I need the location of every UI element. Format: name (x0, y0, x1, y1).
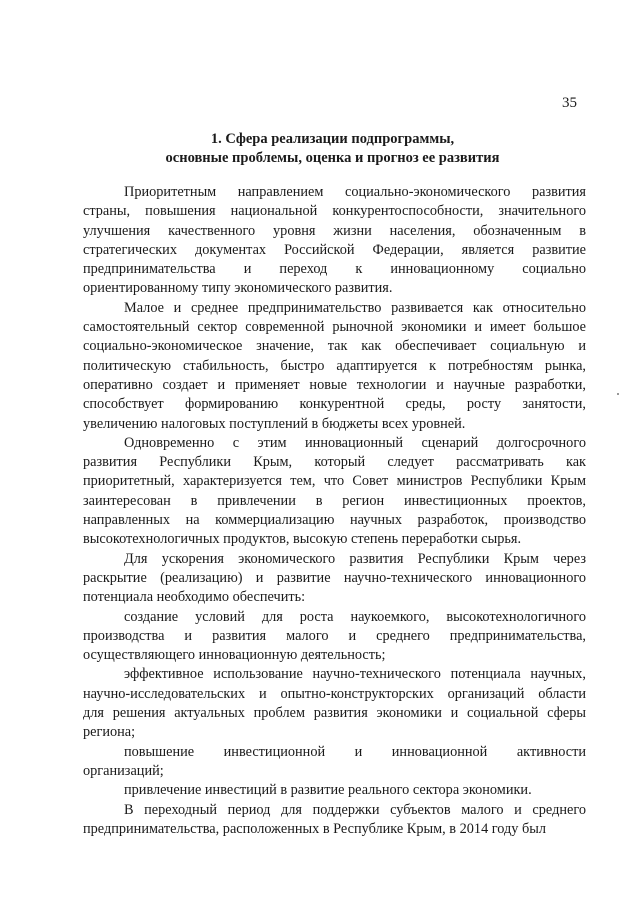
paragraph (83, 608, 586, 666)
section-heading-line-1: 1. Сфера реализации подпрограммы, (210, 131, 455, 147)
paragraph-line: политическую стабильность, быстро адаптируется к потребностям рынка, (83, 357, 586, 374)
paragraph-line: страны, повышения национальной конкурентоспособности, значительного (83, 203, 586, 220)
paragraph-line: предпринимательства и переход к инновационному социально (83, 261, 586, 278)
paragraph-line: для решения актуальных проблем развития экономики и социальной сферы (83, 705, 586, 722)
paragraph-line: региона; (83, 724, 136, 741)
paragraph-line: эффективное использование научно-технического потенциала научных, (124, 666, 586, 683)
paragraph-line: способствует формированию конкурентной среды, росту занятости, (83, 396, 586, 413)
paragraph-line: Малое и среднее предпринимательство развивается как относительно (124, 299, 586, 316)
paragraph (83, 434, 586, 550)
margin-speck (617, 393, 619, 395)
paragraph (83, 183, 586, 299)
paragraph (83, 781, 586, 800)
paragraph-line: предпринимательства, расположенных в Республике Крым, в 2014 году был (83, 820, 547, 837)
paragraph-line: заинтересован в привлечении в регион инвестиционных проектов, (83, 492, 586, 509)
paragraph (83, 299, 586, 434)
paragraph-line: высокотехнологичных продуктов, высокую степень переработки сырья. (83, 531, 522, 548)
paragraph-line: самостоятельный сектор современной рыночной экономики и имеет большое (83, 319, 586, 336)
paragraph-line: привлечение инвестиций в развитие реального сектора экономики. (124, 782, 532, 799)
section-heading-line-2: основные проблемы, оценка и прогноз ее развития (165, 150, 500, 166)
paragraph-line: оперативно создает и применяет новые технологии и научные разработки, (83, 376, 586, 393)
paragraph-line: развития Республики Крым, который следует рассматривать как (83, 454, 586, 471)
paragraph-line: направленных на коммерциализацию научных разработок, производство (83, 512, 586, 529)
paragraph (83, 665, 586, 742)
paragraph-line: Для ускорения экономического развития Республики Крым через (124, 550, 586, 567)
paragraph-line: Одновременно с этим инновационный сценарий долгосрочного (124, 434, 586, 451)
page-number: 35 (562, 95, 577, 111)
paragraph (83, 550, 586, 608)
paragraph-line: социально-экономическое значение, так как обеспечивает социальную и (83, 338, 586, 355)
document-body (83, 183, 586, 839)
paragraph (83, 801, 586, 840)
paragraph-line: повышение инвестиционной и инновационной активности (124, 743, 586, 760)
paragraph-line: увеличению налоговых поступлений в бюджеты всех уровней. (83, 415, 466, 432)
paragraph-line: производства и развития малого и среднего предпринимательства, (83, 627, 586, 644)
paragraph-line: создание условий для роста наукоемкого, высокотехнологичного (124, 608, 586, 625)
paragraph-line: научно-исследовательских и опытно-конструкторских организаций области (83, 685, 586, 702)
paragraph-line: ориентированному типу экономического развития. (83, 280, 393, 297)
paragraph-line: В переходный период для поддержки субъектов малого и среднего (124, 801, 586, 818)
paragraph-line: улучшения качественного уровня жизни населения, обозначенным в (83, 222, 586, 239)
paragraph-line: организаций; (83, 762, 164, 779)
section-heading (80, 130, 585, 168)
paragraph-line: Приоритетным направлением социально-экономического развития (124, 184, 586, 200)
paragraph (83, 743, 586, 782)
paragraph-line: потенциала необходимо обеспечить: (83, 589, 306, 606)
paragraph-line: стратегических документах Российской Федерации, является развитие (83, 241, 586, 258)
paragraph-line: приоритетный, характеризуется тем, что Совет министров Республики Крым (83, 473, 586, 490)
paragraph-line: осуществляющего инновационную деятельность; (83, 647, 386, 664)
paragraph-line: раскрытие (реализацию) и развитие научно-технического инновационного (83, 569, 586, 586)
